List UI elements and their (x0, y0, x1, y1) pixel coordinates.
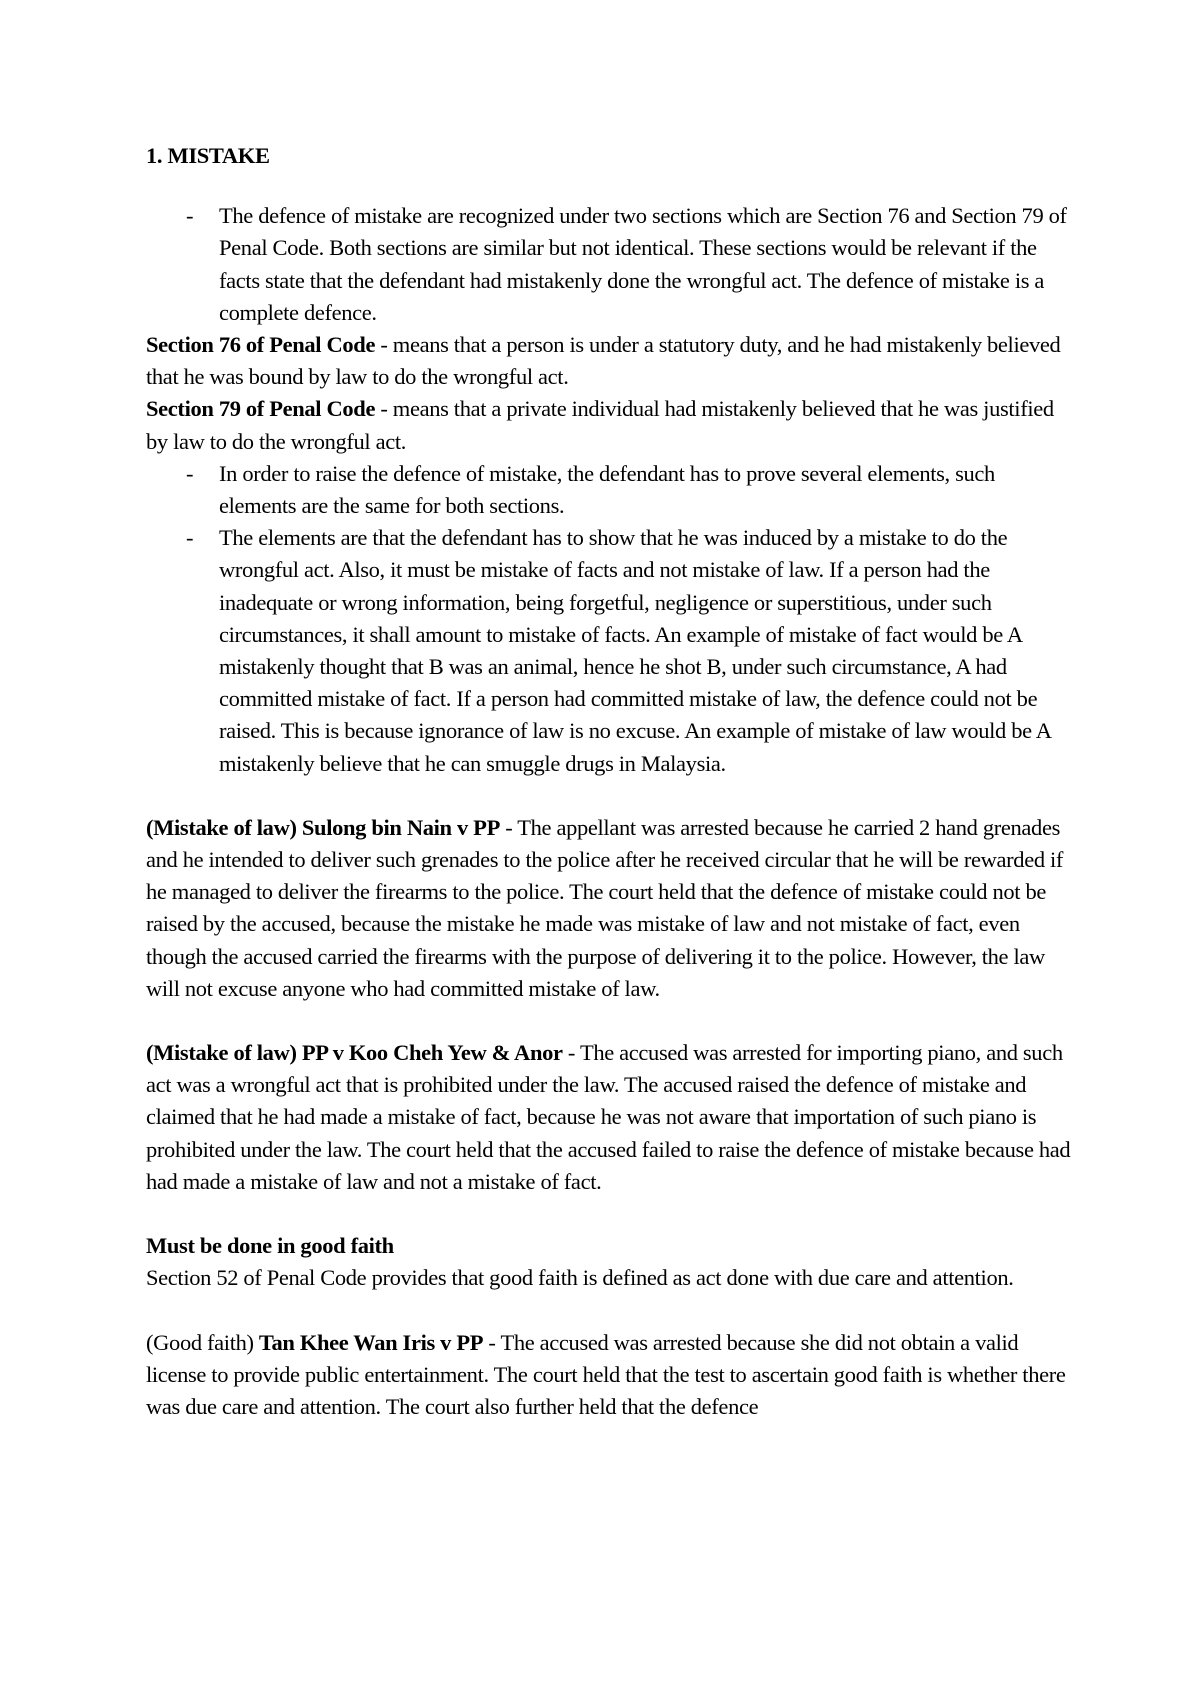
bullet-item (146, 200, 1076, 329)
good-faith-heading (146, 1230, 1076, 1262)
bullet-text: The defence of mistake are recognized under two sections which are Section 76 and Section 79 of Penal Code. Both sections are similar but not identical. These sections would be relevant if the facts state that the defendant had mistakenly done the wrongful act. The defence of mistake is a complete defence. (219, 203, 1067, 325)
case-sulong-label: (Mistake of law) Sulong bin Nain v PP (146, 814, 500, 840)
paragraph-gap (146, 1005, 1076, 1037)
bullet-item (146, 522, 1076, 780)
good-faith-paragraph: Section 52 of Penal Code provides that good faith is defined as act done with due care and attention. (146, 1265, 1014, 1291)
bullet-dash: - (186, 460, 194, 486)
case-sulong-text: - The appellant was arrested because he carried 2 hand grenades and he intended to deliver such grenades to the police after he received circular that he will be rewarded if he managed to deliver the firearms to the police. The court held that the defence of mistake could not be raised by the accused, because the mistake he made was mistake of law and not mistake of fact, even though the accused carried the firearms with the purpose of delivering it to the police. However, the law will not excuse anyone who had committed mistake of law. (146, 814, 1064, 1001)
case-koo-label: (Mistake of law) PP v Koo Cheh Yew & Anor (146, 1040, 563, 1066)
section-79-text: - means that a private individual had mistakenly believed that he was justified by law to do the wrongful act. (146, 396, 1054, 454)
case-sulong-paragraph (146, 812, 1076, 1005)
case-tan-prefix: (Good faith) (146, 1329, 259, 1355)
section-heading: 1. MISTAKE (146, 143, 270, 168)
bullet-text: The elements are that the defendant has to show that he was induced by a mistake to do the wrongful act. Also, it must be mistake of facts and not mistake of law. If a person had the inadequate or wrong information, being forgetful, negligence or superstitious, under such circumstances, it shall amount to mistake of facts. An example of mistake of fact would be A mistakenly thought that B was an animal, hence he shot B, under such circumstance, A had committed mistake of fact. If a person had committed mistake of law, the defence could not be raised. This is because ignorance of law is no excuse. An example of mistake of law would be A mistakenly believe that he can smuggle drugs in Malaysia. (219, 525, 1051, 776)
paragraph-gap (146, 780, 1076, 812)
bullet-dash: - (186, 203, 194, 229)
paragraph-gap (146, 1198, 1076, 1230)
section-79-label: Section 79 of Penal Code (146, 396, 376, 422)
document-page (146, 140, 1076, 1423)
case-koo-paragraph (146, 1037, 1076, 1198)
section-76-paragraph (146, 329, 1076, 393)
bullet-item (146, 458, 1076, 522)
case-tan-paragraph (146, 1327, 1076, 1424)
bullet-dash: - (186, 525, 194, 551)
good-faith-heading-text: Must be done in good faith (146, 1233, 394, 1259)
section-79-paragraph (146, 393, 1076, 457)
section-76-text: - means that a person is under a statutory duty, and he had mistakenly believed that he was bound by law to do the wrongful act. (146, 332, 1061, 390)
case-tan-text: - The accused was arrested because she did not obtain a valid license to provide public entertainment. The court held that the test to ascertain good faith is whether there was due care and attention. The court also further held that the defence (146, 1329, 1066, 1419)
paragraph-gap (146, 1295, 1076, 1327)
case-tan-label: Tan Khee Wan Iris v PP (258, 1329, 484, 1355)
case-koo-text: - The accused was arrested for importing piano, and such act was a wrongful act that is prohibited under the law. The accused raised the defence of mistake and claimed that he had made a mistake of fact, because he was not aware that importation of such piano is prohibited under the law. The court held that the accused failed to raise the defence of mistake because had had made a mistake of law and not a mistake of fact. (146, 1040, 1071, 1194)
bullet-text: In order to raise the defence of mistake, the defendant has to prove several elements, such elements are the same for both sections. (219, 460, 995, 519)
section-76-label: Section 76 of Penal Code (146, 332, 376, 358)
